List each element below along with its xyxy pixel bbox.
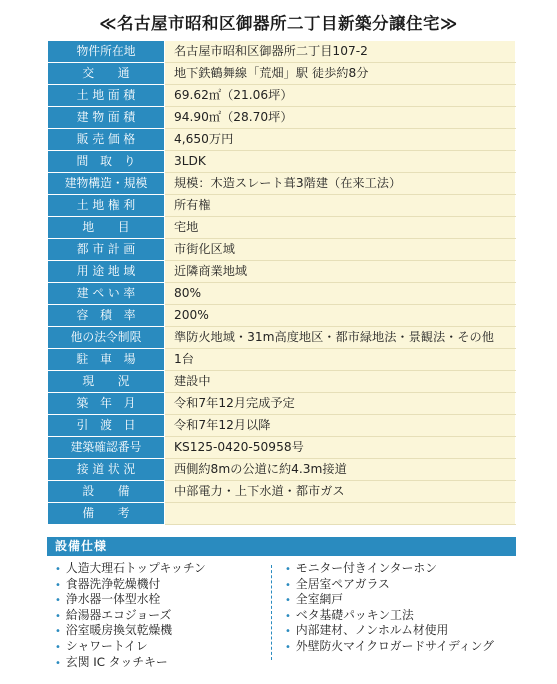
spec-label: 駐 車 場 [48, 349, 165, 371]
equipment-item [55, 639, 206, 655]
spec-value: 地下鉄鶴舞線「荒畑」駅 徒歩約8分 [165, 63, 516, 85]
spec-label: 建 ぺ い 率 [48, 283, 165, 305]
bullet-icon: • [285, 579, 291, 591]
equipment-item [285, 623, 494, 639]
spec-value: 1台 [165, 349, 516, 371]
equipment-item-label: 全居室ペアガラス [295, 576, 390, 591]
bullet-icon: • [55, 595, 61, 607]
spec-value: 市街化区域 [165, 239, 516, 261]
spec-row [48, 151, 516, 173]
bullet-icon: • [285, 595, 291, 607]
spec-row [48, 481, 516, 503]
spec-value: 近隣商業地域 [165, 261, 516, 283]
spec-row [48, 371, 516, 393]
equipment-item [285, 577, 494, 593]
spec-label: 他の法令制限 [48, 327, 165, 349]
spec-row [48, 349, 516, 371]
spec-label: 地 目 [48, 217, 165, 239]
spec-value: 4,650万円 [165, 129, 516, 151]
bullet-icon: • [285, 610, 291, 622]
spec-label: 容 積 率 [48, 305, 165, 327]
bullet-icon: • [55, 657, 61, 669]
equipment-item-label: シャワートイレ [65, 638, 148, 653]
spec-value: 規模：木造スレート葺3階建（在来工法） [165, 173, 516, 195]
spec-label: 設 備 [48, 481, 165, 503]
page-title: ≪名古屋市昭和区御器所二丁目新築分譲住宅≫ [99, 14, 458, 33]
spec-row [48, 393, 516, 415]
spec-value: 宅地 [165, 217, 516, 239]
spec-value: 令和7年12月完成予定 [165, 393, 516, 415]
bullet-icon: • [285, 626, 291, 638]
spec-row [48, 327, 516, 349]
spec-row [48, 239, 516, 261]
bullet-icon: • [55, 641, 61, 653]
spec-row [48, 63, 516, 85]
spec-label: 建築確認番号 [48, 437, 165, 459]
spec-row [48, 305, 516, 327]
spec-value: 3LDK [165, 151, 516, 173]
equipment-heading: 設備仕様 [47, 537, 516, 556]
spec-row [48, 85, 516, 107]
spec-value: 中部電力・上下水道・都市ガス [165, 481, 516, 503]
equipment-divider [271, 565, 272, 660]
bullet-icon: • [285, 641, 291, 653]
equipment-item [55, 561, 206, 577]
equipment-item-label: 食器洗浄乾燥機付 [65, 576, 161, 591]
spec-label: 現 況 [48, 371, 165, 393]
spec-value: 西側約8mの公道に約4.3m接道 [165, 459, 516, 481]
spec-label: 建 物 面 積 [48, 107, 165, 129]
equipment-item-label: 外壁防火マイクロガードサイディング [295, 638, 494, 653]
spec-value: 名古屋市昭和区御器所二丁目107-2 [165, 41, 516, 63]
spec-label: 建物構造・規模 [48, 173, 165, 195]
spec-row [48, 41, 516, 63]
equipment-item-label: 玄関 IC タッチキー [65, 654, 168, 669]
bullet-icon: • [55, 579, 61, 591]
spec-value: 令和7年12月以降 [165, 415, 516, 437]
equipment-item-label: モニター付きインターホン [295, 561, 437, 575]
spec-label: 物件所在地 [48, 41, 165, 63]
equipment-item [55, 623, 206, 639]
equipment-item-label: 浄水器一体型水栓 [65, 592, 161, 607]
spec-row [48, 195, 516, 217]
spec-row [48, 107, 516, 129]
bullet-icon: • [55, 626, 61, 638]
equipment-item-label: 給湯器エコジョーズ [65, 607, 172, 622]
equipment-item [55, 608, 206, 624]
equipment-list-left [55, 561, 206, 670]
spec-row [48, 437, 516, 459]
spec-row [48, 459, 516, 481]
spec-label: 土 地 権 利 [48, 195, 165, 217]
equipment-item-label: 内部建材、ノンホルム材使用 [295, 623, 449, 638]
equipment-item-label: 浴室暖房換気乾燥機 [65, 623, 173, 638]
spec-value: 80% [165, 283, 516, 305]
spec-value: 建設中 [165, 371, 516, 393]
spec-row [48, 129, 516, 151]
equipment-item-label: 人造大理石トップキッチン [65, 561, 206, 575]
spec-value: 準防火地域・31m高度地区・都市緑地法・景観法・その他 [165, 327, 516, 349]
spec-row [48, 283, 516, 305]
property-spec-table [47, 40, 516, 525]
spec-label: 引 渡 日 [48, 415, 165, 437]
bullet-icon: • [285, 564, 291, 575]
spec-value: KS125-0420-50958号 [165, 437, 516, 459]
equipment-item [285, 608, 494, 624]
spec-row [48, 217, 516, 239]
equipment-list-right [285, 561, 494, 655]
bullet-icon: • [55, 610, 61, 622]
equipment-item-label: 全室網戸 [295, 592, 344, 607]
spec-label: 用 途 地 域 [48, 261, 165, 283]
spec-label: 交 通 [48, 63, 165, 85]
spec-label: 備 考 [48, 503, 165, 525]
equipment-item [285, 639, 494, 655]
spec-row [48, 173, 516, 195]
spec-value: 所有権 [165, 195, 516, 217]
spec-row [48, 261, 516, 283]
spec-label: 築 年 月 [48, 393, 165, 415]
spec-label: 土 地 面 積 [48, 85, 165, 107]
spec-value [165, 503, 516, 525]
spec-value: 69.62㎡（21.06坪） [165, 85, 516, 107]
spec-row [48, 415, 516, 437]
spec-row [48, 503, 516, 525]
equipment-item [55, 592, 206, 608]
spec-label: 接 道 状 況 [48, 459, 165, 481]
spec-value: 94.90㎡（28.70坪） [165, 107, 516, 129]
equipment-item [285, 592, 494, 608]
spec-value: 200% [165, 305, 516, 327]
spec-label: 間 取 り [48, 151, 165, 173]
equipment-item [55, 577, 206, 593]
bullet-icon: • [55, 564, 61, 575]
spec-label: 販 売 価 格 [48, 129, 165, 151]
equipment-item [55, 655, 206, 671]
equipment-item [285, 561, 494, 577]
spec-label: 都 市 計 画 [48, 239, 165, 261]
equipment-item-label: ベタ基礎パッキン工法 [295, 607, 414, 622]
